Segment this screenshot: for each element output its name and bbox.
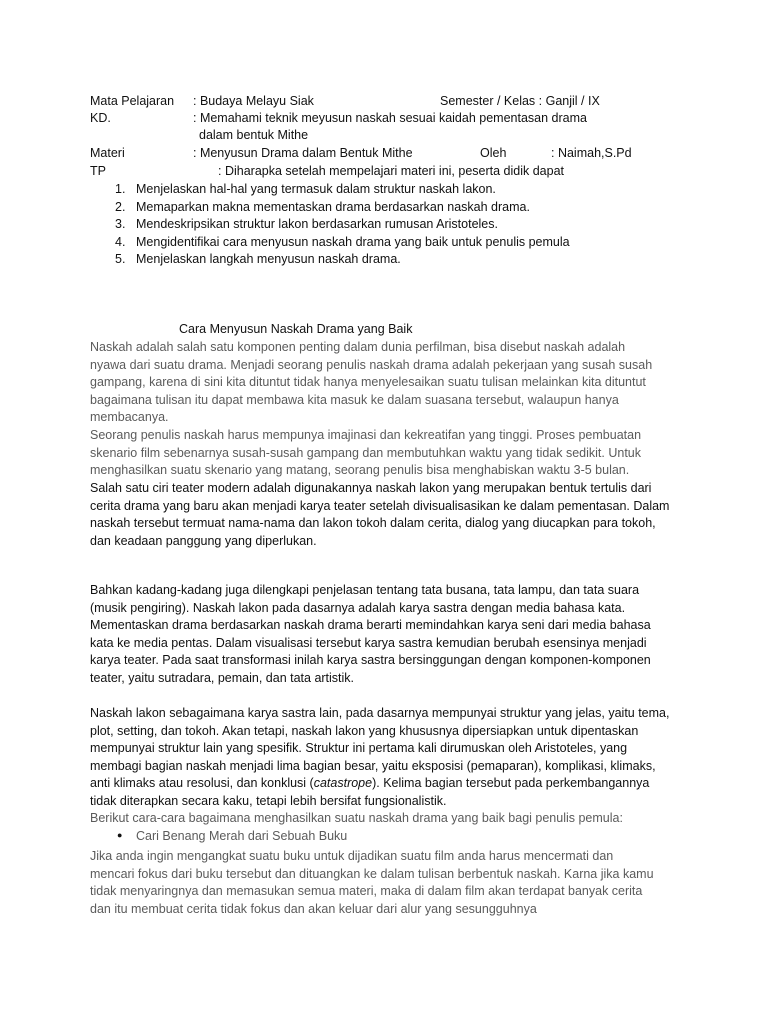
tp-label: TP bbox=[90, 164, 106, 178]
text-line: cerita drama yang baru akan menjadi karya teater setelah divisualisasikan ke dalam pementasan. Dalam bbox=[90, 498, 670, 513]
objective-text: Memaparkan makna mementaskan drama berdasarkan naskah drama. bbox=[136, 199, 530, 214]
paragraph-intro bbox=[90, 339, 680, 427]
article-title: Cara Menyusun Naskah Drama yang Baik bbox=[179, 322, 413, 336]
text-line: dan keadaan panggung yang diperlukan. bbox=[90, 533, 317, 548]
text-line: kata ke media pentas. Dalam visualisasi tersebut karya sastra kemudian berubah esensinya menjadi bbox=[90, 635, 647, 650]
objective-number: 3. bbox=[115, 217, 126, 231]
text-line: membagi bagian naskah menjadi lima bagian besar, yaitu eksposisi (pemaparan), komplikasi, klimaks, bbox=[90, 758, 656, 773]
paragraph-modern-theater bbox=[90, 480, 680, 550]
text-line: plot, setting, dan tokoh. Akan tetapi, naskah lakon yang khususnya dipersiapkan untuk dipentaskan bbox=[90, 723, 639, 738]
paragraph-writer bbox=[90, 427, 680, 480]
tp-value: : Diharapka setelah mempelajari materi ini, peserta didik dapat bbox=[218, 164, 565, 178]
text-line: Naskah lakon sebagaimana karya sastra lain, pada dasarnya mempunyai struktur yang jelas, yaitu tema, bbox=[90, 706, 670, 720]
kd-label: KD. bbox=[90, 111, 111, 125]
oleh-value: : Naimah,S.Pd bbox=[551, 146, 632, 160]
kd-value-line2: dalam bentuk Mithe bbox=[199, 128, 309, 142]
text-line: karya teater. Pada saat transformasi inilah karya sastra bersinggungan dengan komponen-komponen bbox=[90, 653, 651, 668]
objective-number: 2. bbox=[115, 199, 126, 214]
text-line: Jika anda ingin mengangkat suatu buku untuk dijadikan suatu film anda harus mencermati dan bbox=[90, 849, 614, 863]
text-line: Mementaskan drama berdasarkan naskah drama berarti memindahkan karya seni dari media bahasa bbox=[90, 618, 651, 633]
oleh-label: Oleh bbox=[480, 146, 507, 160]
materi-value: : Menyusun Drama dalam Bentuk Mithe bbox=[193, 146, 413, 160]
text-line: menghasilkan suatu skenario yang matang, seorang penulis bisa menghabiskan waktu 3-5 bulan. bbox=[90, 463, 630, 478]
text-segment: anti klimaks atau resolusi, dan konklusi ( bbox=[90, 776, 314, 791]
paragraph-tips-intro bbox=[90, 810, 680, 828]
text-line: dan itu membuat cerita tidak fokus dan akan keluar dari alur yang sesungguhnya bbox=[90, 901, 537, 916]
text-line: tidak diterapkan secara kaku, tetapi lebih bersifat fungsionalistik. bbox=[90, 793, 447, 808]
text-line bbox=[90, 775, 680, 793]
text-line: Seorang penulis naskah harus mempunya imajinasi dan kekreatifan yang tinggi. Proses pembuatan bbox=[90, 428, 642, 442]
text-line: naskah tersebut termuat nama-nama dan lakon tokoh dalam cerita, dialog yang diucapkan para tokoh, bbox=[90, 516, 656, 531]
paragraph-benang-merah bbox=[90, 848, 680, 918]
text-line: (musik pengiring). Naskah lakon pada dasarnya adalah karya sastra dengan media bahasa kata. bbox=[90, 600, 626, 615]
objective-text: Mendeskripsikan struktur lakon berdasarkan rumusan Aristoteles. bbox=[136, 217, 498, 231]
mata-pelajaran-label: Mata Pelajaran bbox=[90, 94, 175, 108]
objective-text: Menjelaskan hal-hal yang termasuk dalam struktur naskah lakon. bbox=[136, 182, 496, 196]
text-line: membacanya. bbox=[90, 410, 169, 425]
text-line: Salah satu ciri teater modern adalah digunakannya naskah lakon yang merupakan bentuk tertulis dari bbox=[90, 481, 652, 495]
text-line: Bahkan kadang-kadang juga dilengkapi penjelasan tentang tata busana, tata lampu, dan tata suara bbox=[90, 583, 640, 597]
paragraph-costume bbox=[90, 582, 680, 688]
objective-number: 5. bbox=[115, 252, 126, 266]
text-line: tidak menyaringnya dan memasukan semua materi, maka di dalam film akan terdapat banyak cerita bbox=[90, 884, 643, 899]
text-line: bagaimana tulisan itu dapat membawa kita masuk ke dalam suasana tersebut, walaupun hanya bbox=[90, 392, 619, 407]
text-line: teater, yaitu sutradara, pemain, dan tata artistik. bbox=[90, 670, 355, 685]
objective-text: Menjelaskan langkah menyusun naskah drama. bbox=[136, 252, 401, 266]
objective-number: 1. bbox=[115, 182, 126, 196]
text-line: skenario film sebenarnya susah-susah gampang dan membutuhkan waktu yang tidak sedikit. Untuk bbox=[90, 445, 642, 460]
text-segment: ). Kelima bagian tersebut pada perkembangannya bbox=[372, 776, 650, 791]
semester-kelas: Semester / Kelas : Ganjil / IX bbox=[440, 94, 600, 108]
text-line: mempunyai struktur lain yang spesifik. Struktur ini pertama kali dirumuskan oleh Aristoteles, yang bbox=[90, 741, 628, 756]
text-line: gampang, karena di sini kita dituntut tidak hanya menyelesaikan suatu tulisan melainkan kita dituntut bbox=[90, 375, 646, 390]
italic-term: catastrope bbox=[313, 776, 373, 791]
mata-pelajaran-value: : Budaya Melayu Siak bbox=[193, 94, 314, 108]
paragraph-structure bbox=[90, 705, 680, 811]
text-line: Naskah adalah salah satu komponen penting dalam dunia perfilman, bisa disebut naskah adalah bbox=[90, 340, 626, 354]
kd-value-line1: : Memahami teknik meyusun naskah sesuai kaidah pementasan drama bbox=[193, 111, 587, 125]
objective-number: 4. bbox=[115, 234, 126, 249]
text-line: nyawa dari suatu drama. Menjadi seorang penulis naskah drama adalah pekerjaan yang susah susah bbox=[90, 357, 653, 372]
bullet-dot-icon: ● bbox=[117, 830, 123, 840]
text-line: Berikut cara-cara bagaimana menghasilkan suatu naskah drama yang baik bagi penulis pemula: bbox=[90, 811, 623, 825]
objective-text: Mengidentifikai cara menyusun naskah drama yang baik untuk penulis pemula bbox=[136, 234, 570, 249]
text-line: mencari fokus dari buku tersebut dan dituangkan ke dalam tulisan berbentuk naskah. Karna jika kamu bbox=[90, 866, 654, 881]
materi-label: Materi bbox=[90, 146, 125, 160]
bullet-text: Cari Benang Merah dari Sebuah Buku bbox=[136, 829, 348, 843]
